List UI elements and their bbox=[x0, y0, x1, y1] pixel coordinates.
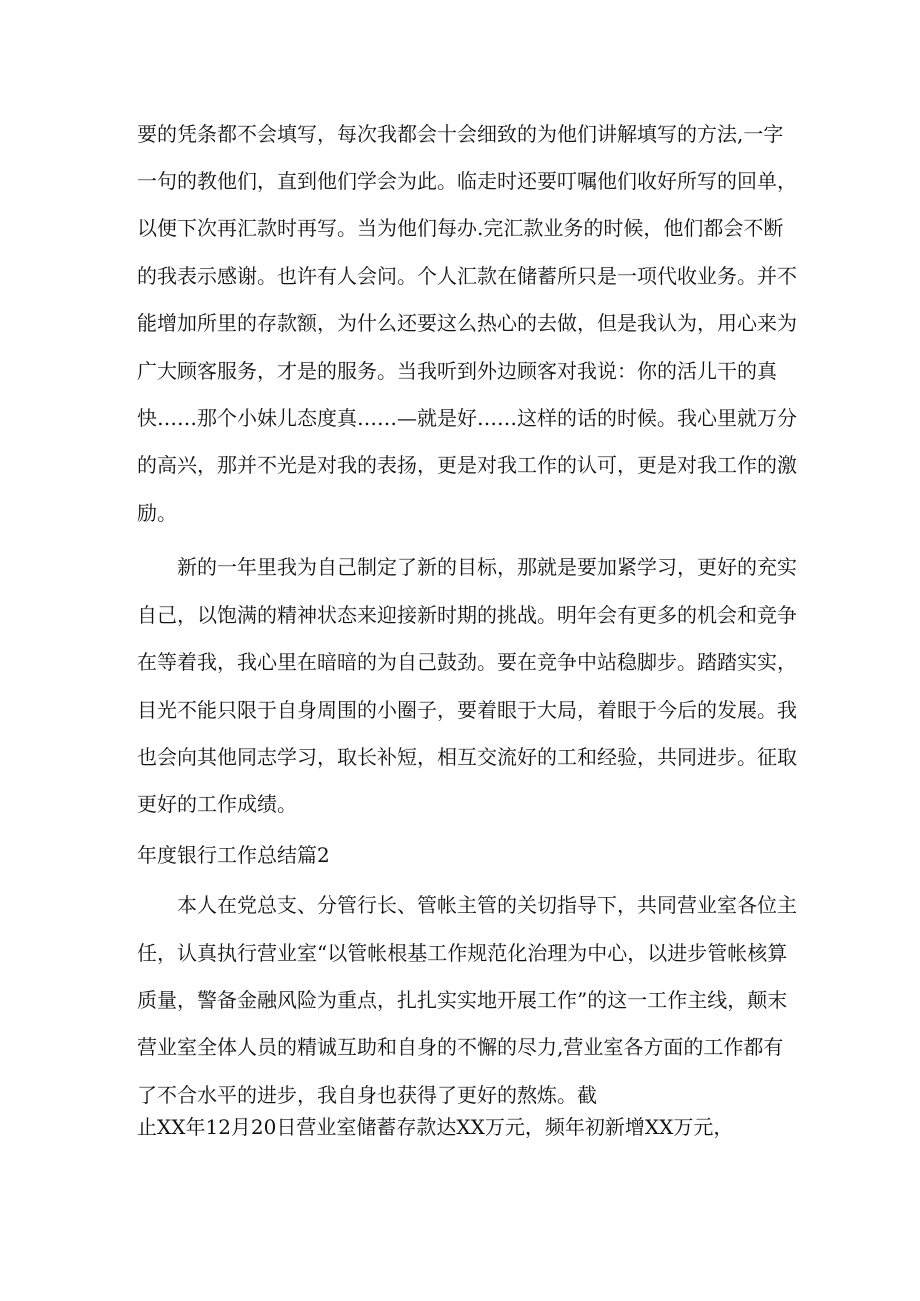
paragraph-1-line-6: 广大顾客服务，才是的服务。当我听到外边顾客对我说：你的活儿干的真 bbox=[137, 359, 777, 383]
paragraph-3-line-3: 质量，警备金融风险为重点，扎扎实实地开展工作”的这一工作主线，颠末 bbox=[137, 988, 788, 1012]
paragraph-1-line-3: 以便下次再汇款时再写。当为他们每办.完汇款业务的时候，他们都会不断 bbox=[137, 216, 784, 240]
paragraph-2-line-3: 在等着我，我心里在暗暗的为自己鼓劲。要在竞争中站稳脚步。踏踏实实， bbox=[137, 650, 797, 674]
section-heading: 年度银行工作总结篇2 bbox=[137, 843, 330, 867]
paragraph-2-line-2: 自己，以饱满的精神状态来迎接新时期的挑战。明年会有更多的机会和竞争 bbox=[137, 603, 797, 627]
paragraph-2-line-4: 目光不能只限于自身周围的小圈子，要着眼于大局，着眼于今后的发展。我 bbox=[137, 698, 797, 722]
paragraph-1-line-4: 的我表示感谢。也许有人会问。个人汇款在储蓄所只是一项代收业务。并不 bbox=[137, 264, 797, 288]
paragraph-1-line-5: 能增加所里的存款额，为什么还要这么热心的去做，但是我认为，用心来为 bbox=[137, 311, 797, 335]
paragraph-1-line-9: 励。 bbox=[137, 501, 177, 525]
paragraph-3-line-5: 了不合水平的进步，我自身也获得了更好的熬炼。截 bbox=[137, 1083, 597, 1107]
paragraph-3-line-6: 止XX年12月20日营业室储蓄存款达XX万元，频年初新增XX万元， bbox=[137, 1115, 734, 1139]
paragraph-3-line-1: 本人在党总支、分管行长、管帐主管的关切指导下，共同营业室各位主 bbox=[177, 893, 797, 917]
paragraph-1-line-8: 的高兴，那并不光是对我的表扬，更是对我工作的认可，更是对我工作的激 bbox=[137, 453, 797, 477]
paragraph-2-line-5: 也会向其他同志学习，取长补短，相互交流好的工和经验，共同进步。征取 bbox=[137, 745, 797, 769]
paragraph-3-line-2: 任，认真执行营业室“以管帐根基工作规范化治理为中心，以进步管帐核算 bbox=[137, 941, 788, 965]
paragraph-1-line-1: 要的凭条都不会填写，每次我都会十会细致的为他们讲解填写的方法,一字 bbox=[137, 122, 784, 146]
paragraph-3-line-4: 营业室全体人员的精诚互助和自身的不懈的尽力,营业室各方面的工作都有 bbox=[137, 1035, 784, 1059]
paragraph-1-line-2: 一句的教他们，直到他们学会为此。临走时还要叮嘱他们收好所写的回单， bbox=[137, 169, 797, 193]
paragraph-1-line-7: 快……那个小妹儿态度真……—就是好……这样的话的时候。我心里就万分 bbox=[137, 406, 797, 430]
paragraph-2-line-1: 新的一年里我为自己制定了新的目标，那就是要加紧学习，更好的充实 bbox=[177, 555, 797, 579]
paragraph-2-line-6: 更好的工作成绩。 bbox=[137, 792, 297, 816]
